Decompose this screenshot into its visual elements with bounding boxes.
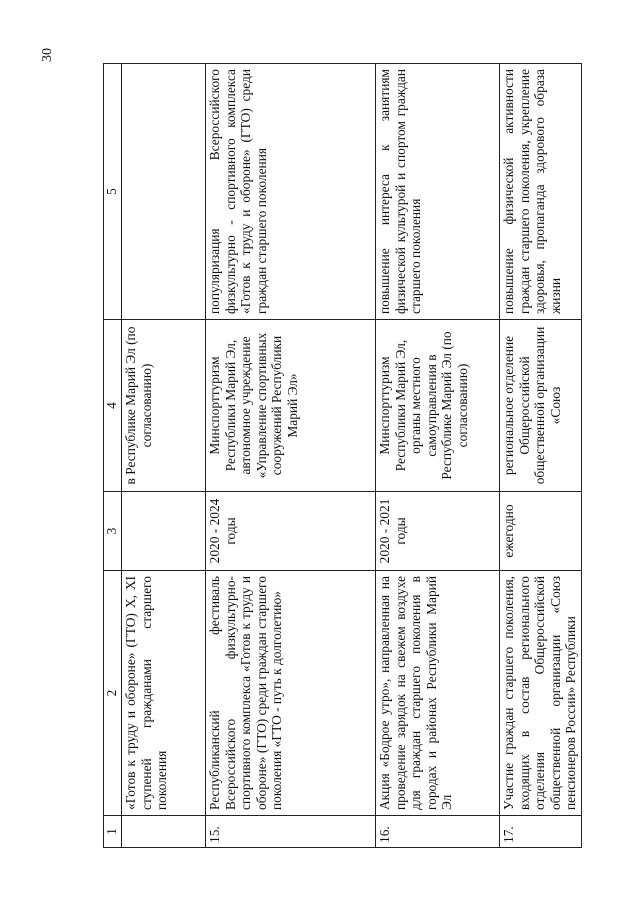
result-cell: повышение интереса к занятиям физической культурой и спортом граждан старшего поколения <box>376 64 500 320</box>
event-cell: Участие граждан старшего поколения, входящих в состав регионального отделения Общероссийской общественной организации «Союз пенсионеров России» Республики <box>500 571 582 816</box>
period-cell: ежегодно <box>500 492 582 571</box>
row-number: 17. <box>500 816 582 848</box>
page-number: 30 <box>40 48 55 62</box>
header-col-3: 3 <box>104 492 122 571</box>
header-col-1: 1 <box>104 816 122 848</box>
result-cell: популяризация Всероссийского физкультурно - спортивного комплекса «Готов к труду и обороне» (ГТО) среди граждан старшего поколения <box>206 64 376 320</box>
result-cell <box>122 64 206 320</box>
row-number: 16. <box>376 816 500 848</box>
row-number <box>122 816 206 848</box>
period-cell: 2020 - 2024 годы <box>206 492 376 571</box>
event-cell: «Готов к труду и обороне» (ГТО) X, XI ступеней гражданами старшего поколения <box>122 571 206 816</box>
header-col-4: 4 <box>104 320 122 492</box>
event-cell: Республиканский фестиваль Всероссийского физкультурно-спортивного комплекса «Готов к труду и обороне» (ГТО) среди граждан старшего поколения «ГТО - путь к долголетию» <box>206 571 376 816</box>
period-cell <box>122 492 206 571</box>
result-cell: повышение физической активности граждан старшего поколения, укрепление здоровья, пропаганда здорового образа жизни <box>500 64 582 320</box>
rotated-table-block <box>103 64 579 848</box>
executor-cell: в Республике Марий Эл (по согласованию) <box>122 320 206 492</box>
executor-cell: Минспорттуризм Республики Марий Эл, органы местного самоуправления в Республике Марий Эл (по согласованию) <box>376 320 500 492</box>
event-cell: Акция «Бодрое утро», направленная на проведение зарядок на свежем воздухе для граждан старшего поколения в городах и районах Республики Марий Эл <box>376 571 500 816</box>
header-col-2: 2 <box>104 571 122 816</box>
table-row <box>122 64 206 848</box>
events-table <box>103 63 582 848</box>
table-row <box>500 64 582 848</box>
period-cell: 2020 - 2021 годы <box>376 492 500 571</box>
executor-cell: региональное отделение Общероссийской общественной организации «Союз <box>500 320 582 492</box>
table-row <box>376 64 500 848</box>
row-number: 15. <box>206 816 376 848</box>
header-col-5: 5 <box>104 64 122 320</box>
header-row <box>104 64 122 848</box>
table-row <box>206 64 376 848</box>
executor-cell: Минспорттуризм Республики Марий Эл, автономное учреждение «Управление спортивных сооружений Республики Марий Эл» <box>206 320 376 492</box>
